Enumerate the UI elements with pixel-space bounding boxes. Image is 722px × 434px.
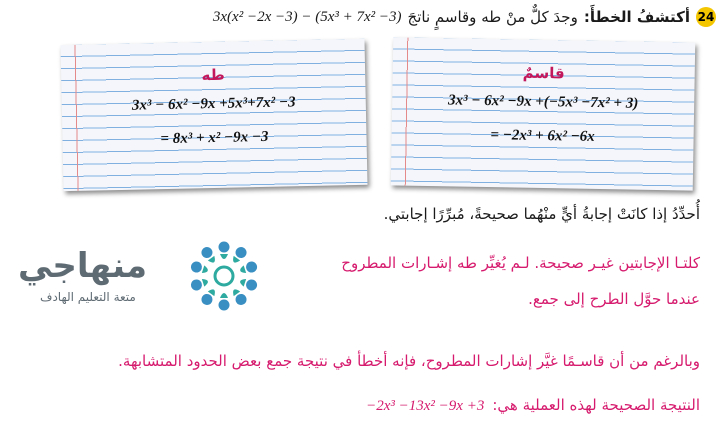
note-card-taha-line2: = 8x³ + x² −9x −3	[160, 128, 269, 148]
logo-emblem-icon	[184, 236, 264, 316]
note-card-qasim-line2: = −2x³ + 6x² −6x	[490, 127, 595, 145]
exercise-header	[4, 4, 716, 30]
note-card-taha-line1: 3x³ − 6x² −9x +5x³+7x² −3	[131, 94, 296, 114]
note-card-taha	[61, 39, 368, 191]
exercise-number-badge: 24	[696, 7, 716, 27]
logo	[18, 238, 273, 318]
answer-result-label: النتيجة الصحيحة لهذه العملية هي:	[492, 396, 700, 414]
exercise-expression: 3x(x² −2x −3) − (5x³ + 7x² −3)	[212, 8, 402, 25]
note-card-qasim-name: قاسمٌ	[522, 63, 565, 83]
logo-subtitle: متعة التعليم الهادف	[40, 290, 136, 304]
answer-result-expression: −2x³ −13x² −9x +3	[366, 398, 485, 414]
note-card-taha-name: طه	[201, 65, 225, 85]
question-text: أُحدِّدُ إذا كانَتْ إجابةُ أيٍّ منْهُما صحيحةً، مُبرِّرًا إجابتي.	[383, 205, 700, 223]
note-card-qasim	[391, 37, 696, 190]
note-card-qasim-line1: 3x³ − 6x² −9x +(−5x³ −7x² + 3)	[447, 92, 639, 112]
answer-line-2: عندما حوَّل الطرح إلى جمع.	[528, 290, 700, 308]
logo-text: منهاجي	[18, 246, 148, 286]
exercise-text: وجدَ كلٌّ منْ طه وقاسمٍ ناتجَ	[407, 8, 578, 26]
exercise-title: أكتشفُ الخطأَ:	[583, 8, 690, 26]
answer-line-1: كلتـا الإجابتين غيـر صحيحة. لـم يُغيِّر طه إشـارات المطروح	[341, 254, 700, 272]
answer-line-3: وبالرغم من أن قاسـمًا غيَّر إشارات المطروح، فإنه أخطأ في نتيجة جمع بعض الحدود المتشابهة.	[118, 352, 700, 370]
answer-line-4	[366, 396, 700, 415]
